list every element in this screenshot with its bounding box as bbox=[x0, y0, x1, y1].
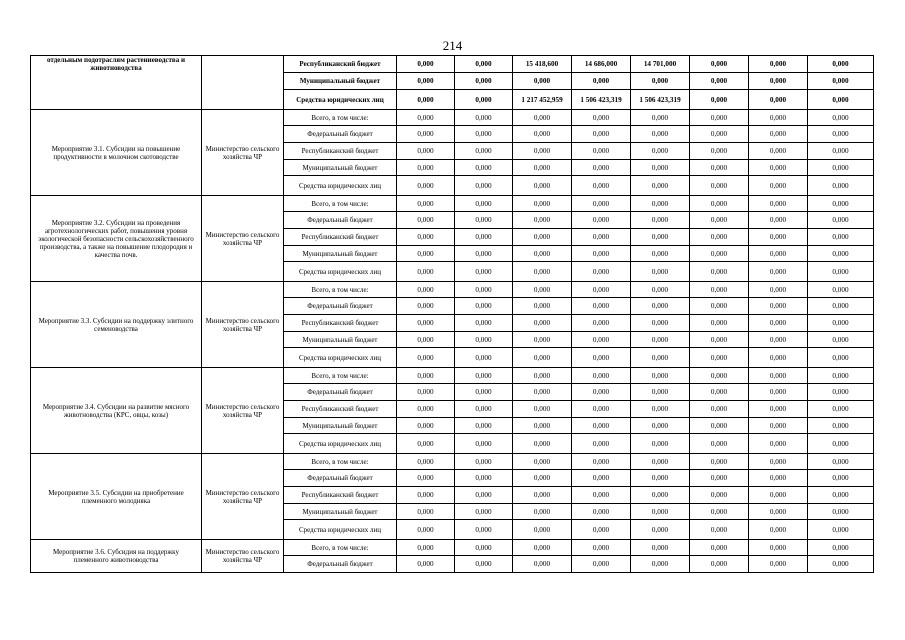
amount-cell: 0,000 bbox=[455, 470, 513, 487]
amount-cell: 0,000 bbox=[397, 315, 455, 332]
amount-cell: 0,000 bbox=[513, 540, 572, 556]
amount-cell: 0,000 bbox=[397, 556, 455, 573]
amount-cell: 0,000 bbox=[749, 470, 808, 487]
amount-cell: 0,000 bbox=[749, 348, 808, 368]
amount-cell: 0,000 bbox=[749, 73, 808, 90]
amount-cell: 0,000 bbox=[690, 143, 749, 160]
amount-cell: 0,000 bbox=[690, 401, 749, 418]
amount-cell: 0,000 bbox=[455, 454, 513, 470]
amount-cell: 0,000 bbox=[397, 212, 455, 229]
amount-cell: 0,000 bbox=[513, 160, 572, 176]
amount-cell: 0,000 bbox=[572, 298, 631, 315]
amount-cell: 0,000 bbox=[455, 401, 513, 418]
amount-cell: 0,000 bbox=[808, 454, 874, 470]
amount-cell: 0,000 bbox=[455, 160, 513, 176]
table-row bbox=[31, 110, 874, 126]
funding-source: Муниципальный бюджет bbox=[284, 332, 397, 348]
amount-cell: 0,000 bbox=[749, 262, 808, 282]
amount-cell: 0,000 bbox=[397, 246, 455, 262]
amount-cell: 0,000 bbox=[397, 348, 455, 368]
amount-cell: 0,000 bbox=[455, 298, 513, 315]
amount-cell: 0,000 bbox=[397, 540, 455, 556]
amount-cell: 1 217 452,959 bbox=[513, 90, 572, 110]
amount-cell: 0,000 bbox=[749, 418, 808, 434]
measure-description: Мероприятие 3.4. Субсидии на развитие мясного животноводства (КРС, овцы, козы) bbox=[31, 368, 202, 454]
amount-cell: 0,000 bbox=[808, 90, 874, 110]
amount-cell: 0,000 bbox=[808, 229, 874, 246]
amount-cell: 0,000 bbox=[808, 470, 874, 487]
amount-cell: 0,000 bbox=[749, 487, 808, 504]
funding-source: Федеральный бюджет bbox=[284, 212, 397, 229]
amount-cell: 0,000 bbox=[397, 90, 455, 110]
amount-cell: 0,000 bbox=[631, 418, 690, 434]
funding-source: Республиканский бюджет bbox=[284, 315, 397, 332]
measure-description: отдельным подотраслям растениеводства и животноводства bbox=[31, 56, 202, 110]
funding-source: Муниципальный бюджет bbox=[284, 73, 397, 90]
amount-cell: 0,000 bbox=[808, 401, 874, 418]
amount-cell: 0,000 bbox=[808, 160, 874, 176]
amount-cell: 0,000 bbox=[690, 298, 749, 315]
measure-description: Мероприятие 3.5. Субсидии на приобретение племенного молодняка bbox=[31, 454, 202, 540]
amount-cell: 0,000 bbox=[513, 401, 572, 418]
amount-cell: 0,000 bbox=[455, 434, 513, 454]
amount-cell: 0,000 bbox=[513, 556, 572, 573]
table-row bbox=[31, 56, 874, 73]
amount-cell: 0,000 bbox=[749, 56, 808, 73]
amount-cell: 0,000 bbox=[749, 212, 808, 229]
amount-cell: 0,000 bbox=[631, 454, 690, 470]
funding-source: Республиканский бюджет bbox=[284, 487, 397, 504]
amount-cell: 0,000 bbox=[690, 434, 749, 454]
amount-cell: 0,000 bbox=[631, 298, 690, 315]
measure-executor: Министерство сельского хозяйства ЧР bbox=[202, 196, 284, 282]
amount-cell: 0,000 bbox=[690, 176, 749, 196]
amount-cell: 0,000 bbox=[631, 348, 690, 368]
amount-cell: 0,000 bbox=[397, 434, 455, 454]
funding-source: Муниципальный бюджет bbox=[284, 160, 397, 176]
amount-cell: 0,000 bbox=[808, 282, 874, 298]
amount-cell: 0,000 bbox=[749, 368, 808, 384]
amount-cell: 0,000 bbox=[513, 315, 572, 332]
amount-cell: 0,000 bbox=[631, 556, 690, 573]
amount-cell: 0,000 bbox=[749, 540, 808, 556]
amount-cell: 0,000 bbox=[631, 176, 690, 196]
amount-cell: 0,000 bbox=[513, 229, 572, 246]
amount-cell: 0,000 bbox=[808, 520, 874, 540]
amount-cell: 0,000 bbox=[690, 90, 749, 110]
amount-cell: 0,000 bbox=[572, 196, 631, 212]
amount-cell: 0,000 bbox=[749, 196, 808, 212]
amount-cell: 0,000 bbox=[397, 454, 455, 470]
funding-source: Республиканский бюджет bbox=[284, 401, 397, 418]
amount-cell: 0,000 bbox=[808, 348, 874, 368]
amount-cell: 0,000 bbox=[690, 110, 749, 126]
amount-cell: 0,000 bbox=[749, 401, 808, 418]
amount-cell: 0,000 bbox=[808, 384, 874, 401]
amount-cell: 0,000 bbox=[749, 126, 808, 143]
amount-cell: 0,000 bbox=[808, 418, 874, 434]
amount-cell: 0,000 bbox=[749, 315, 808, 332]
measure-executor: Министерство сельского хозяйства ЧР bbox=[202, 454, 284, 540]
amount-cell: 0,000 bbox=[808, 143, 874, 160]
amount-cell: 15 418,600 bbox=[513, 56, 572, 73]
table-row bbox=[31, 368, 874, 384]
amount-cell: 0,000 bbox=[808, 540, 874, 556]
amount-cell: 0,000 bbox=[455, 504, 513, 520]
amount-cell: 0,000 bbox=[572, 504, 631, 520]
amount-cell: 0,000 bbox=[397, 56, 455, 73]
amount-cell: 0,000 bbox=[631, 384, 690, 401]
amount-cell: 0,000 bbox=[572, 520, 631, 540]
amount-cell: 0,000 bbox=[631, 368, 690, 384]
amount-cell: 0,000 bbox=[631, 487, 690, 504]
amount-cell: 0,000 bbox=[690, 556, 749, 573]
budget-table bbox=[30, 55, 874, 573]
amount-cell: 0,000 bbox=[631, 540, 690, 556]
amount-cell: 0,000 bbox=[513, 126, 572, 143]
amount-cell: 0,000 bbox=[455, 368, 513, 384]
amount-cell: 0,000 bbox=[749, 298, 808, 315]
amount-cell: 0,000 bbox=[749, 229, 808, 246]
measure-executor: Министерство сельского хозяйства ЧР bbox=[202, 282, 284, 368]
amount-cell: 1 506 423,319 bbox=[572, 90, 631, 110]
amount-cell: 0,000 bbox=[572, 229, 631, 246]
amount-cell: 0,000 bbox=[690, 56, 749, 73]
amount-cell: 0,000 bbox=[572, 401, 631, 418]
funding-source: Республиканский бюджет bbox=[284, 229, 397, 246]
amount-cell: 0,000 bbox=[631, 401, 690, 418]
amount-cell: 0,000 bbox=[455, 56, 513, 73]
amount-cell: 0,000 bbox=[455, 73, 513, 90]
funding-source: Средства юридических лиц bbox=[284, 348, 397, 368]
amount-cell: 0,000 bbox=[690, 487, 749, 504]
funding-source: Средства юридических лиц bbox=[284, 434, 397, 454]
amount-cell: 0,000 bbox=[513, 298, 572, 315]
amount-cell: 0,000 bbox=[749, 384, 808, 401]
amount-cell: 0,000 bbox=[455, 90, 513, 110]
amount-cell: 0,000 bbox=[749, 556, 808, 573]
amount-cell: 0,000 bbox=[572, 540, 631, 556]
amount-cell: 0,000 bbox=[631, 504, 690, 520]
amount-cell: 0,000 bbox=[690, 126, 749, 143]
amount-cell: 0,000 bbox=[572, 368, 631, 384]
amount-cell: 0,000 bbox=[397, 504, 455, 520]
measure-description: Мероприятие 3.1. Субсидии на повышение продуктивности в молочном скотоводстве bbox=[31, 110, 202, 196]
amount-cell: 0,000 bbox=[631, 282, 690, 298]
amount-cell: 0,000 bbox=[572, 143, 631, 160]
amount-cell: 0,000 bbox=[572, 73, 631, 90]
amount-cell: 0,000 bbox=[455, 384, 513, 401]
amount-cell: 0,000 bbox=[690, 470, 749, 487]
amount-cell: 0,000 bbox=[690, 418, 749, 434]
amount-cell: 0,000 bbox=[572, 556, 631, 573]
funding-source: Муниципальный бюджет bbox=[284, 246, 397, 262]
amount-cell: 0,000 bbox=[572, 434, 631, 454]
amount-cell: 0,000 bbox=[631, 332, 690, 348]
amount-cell: 0,000 bbox=[749, 246, 808, 262]
amount-cell: 0,000 bbox=[513, 212, 572, 229]
amount-cell: 0,000 bbox=[749, 110, 808, 126]
amount-cell: 0,000 bbox=[749, 282, 808, 298]
amount-cell: 0,000 bbox=[572, 418, 631, 434]
amount-cell: 0,000 bbox=[749, 160, 808, 176]
amount-cell: 0,000 bbox=[397, 73, 455, 90]
amount-cell: 0,000 bbox=[455, 229, 513, 246]
amount-cell: 0,000 bbox=[397, 262, 455, 282]
amount-cell: 0,000 bbox=[631, 470, 690, 487]
amount-cell: 0,000 bbox=[808, 556, 874, 573]
amount-cell: 0,000 bbox=[631, 110, 690, 126]
amount-cell: 0,000 bbox=[397, 110, 455, 126]
amount-cell: 0,000 bbox=[749, 434, 808, 454]
measure-description: Мероприятие 3.3. Субсидии на поддержку элитного семеноводства bbox=[31, 282, 202, 368]
funding-source: Муниципальный бюджет bbox=[284, 418, 397, 434]
amount-cell: 0,000 bbox=[513, 176, 572, 196]
amount-cell: 0,000 bbox=[631, 434, 690, 454]
amount-cell: 14 686,000 bbox=[572, 56, 631, 73]
amount-cell: 0,000 bbox=[455, 143, 513, 160]
amount-cell: 0,000 bbox=[631, 73, 690, 90]
amount-cell: 0,000 bbox=[808, 110, 874, 126]
funding-source: Муниципальный бюджет bbox=[284, 504, 397, 520]
funding-source: Средства юридических лиц bbox=[284, 176, 397, 196]
amount-cell: 0,000 bbox=[513, 384, 572, 401]
measure-executor bbox=[202, 56, 284, 110]
amount-cell: 0,000 bbox=[513, 332, 572, 348]
funding-source: Всего, в том числе: bbox=[284, 282, 397, 298]
amount-cell: 0,000 bbox=[690, 332, 749, 348]
amount-cell: 0,000 bbox=[455, 246, 513, 262]
amount-cell: 0,000 bbox=[513, 520, 572, 540]
amount-cell: 0,000 bbox=[631, 212, 690, 229]
amount-cell: 0,000 bbox=[513, 470, 572, 487]
amount-cell: 0,000 bbox=[397, 332, 455, 348]
amount-cell: 0,000 bbox=[690, 540, 749, 556]
amount-cell: 0,000 bbox=[690, 520, 749, 540]
amount-cell: 0,000 bbox=[749, 176, 808, 196]
amount-cell: 0,000 bbox=[808, 298, 874, 315]
amount-cell: 0,000 bbox=[808, 262, 874, 282]
amount-cell: 0,000 bbox=[690, 212, 749, 229]
funding-source: Федеральный бюджет bbox=[284, 126, 397, 143]
amount-cell: 0,000 bbox=[631, 315, 690, 332]
amount-cell: 0,000 bbox=[513, 73, 572, 90]
amount-cell: 0,000 bbox=[513, 262, 572, 282]
amount-cell: 0,000 bbox=[690, 384, 749, 401]
amount-cell: 0,000 bbox=[513, 143, 572, 160]
amount-cell: 0,000 bbox=[572, 176, 631, 196]
amount-cell: 0,000 bbox=[455, 176, 513, 196]
amount-cell: 0,000 bbox=[808, 246, 874, 262]
amount-cell: 0,000 bbox=[572, 262, 631, 282]
amount-cell: 0,000 bbox=[572, 454, 631, 470]
table-body bbox=[31, 56, 874, 573]
funding-source: Федеральный бюджет bbox=[284, 384, 397, 401]
amount-cell: 0,000 bbox=[397, 298, 455, 315]
amount-cell: 0,000 bbox=[690, 246, 749, 262]
amount-cell: 1 506 423,319 bbox=[631, 90, 690, 110]
amount-cell: 0,000 bbox=[631, 520, 690, 540]
amount-cell: 0,000 bbox=[749, 143, 808, 160]
amount-cell: 0,000 bbox=[397, 401, 455, 418]
funding-source: Всего, в том числе: bbox=[284, 540, 397, 556]
amount-cell: 0,000 bbox=[397, 384, 455, 401]
amount-cell: 0,000 bbox=[513, 504, 572, 520]
amount-cell: 0,000 bbox=[513, 368, 572, 384]
measure-executor: Министерство сельского хозяйства ЧР bbox=[202, 540, 284, 573]
funding-source: Всего, в том числе: bbox=[284, 110, 397, 126]
amount-cell: 0,000 bbox=[690, 229, 749, 246]
amount-cell: 0,000 bbox=[572, 212, 631, 229]
amount-cell: 0,000 bbox=[572, 126, 631, 143]
amount-cell: 0,000 bbox=[690, 368, 749, 384]
amount-cell: 0,000 bbox=[513, 348, 572, 368]
amount-cell: 0,000 bbox=[572, 348, 631, 368]
amount-cell: 0,000 bbox=[513, 282, 572, 298]
amount-cell: 0,000 bbox=[749, 504, 808, 520]
amount-cell: 0,000 bbox=[749, 454, 808, 470]
amount-cell: 0,000 bbox=[572, 246, 631, 262]
amount-cell: 0,000 bbox=[690, 454, 749, 470]
amount-cell: 0,000 bbox=[397, 176, 455, 196]
amount-cell: 0,000 bbox=[631, 196, 690, 212]
amount-cell: 0,000 bbox=[455, 212, 513, 229]
amount-cell: 0,000 bbox=[397, 160, 455, 176]
amount-cell: 0,000 bbox=[631, 262, 690, 282]
amount-cell: 0,000 bbox=[690, 73, 749, 90]
amount-cell: 0,000 bbox=[397, 487, 455, 504]
amount-cell: 0,000 bbox=[808, 176, 874, 196]
amount-cell: 0,000 bbox=[397, 470, 455, 487]
table-row bbox=[31, 454, 874, 470]
amount-cell: 0,000 bbox=[808, 196, 874, 212]
amount-cell: 0,000 bbox=[513, 196, 572, 212]
amount-cell: 0,000 bbox=[455, 282, 513, 298]
amount-cell: 0,000 bbox=[572, 315, 631, 332]
amount-cell: 0,000 bbox=[572, 470, 631, 487]
page-number: 214 bbox=[442, 38, 463, 53]
funding-source: Средства юридических лиц bbox=[284, 520, 397, 540]
funding-source: Федеральный бюджет bbox=[284, 556, 397, 573]
amount-cell: 0,000 bbox=[397, 126, 455, 143]
amount-cell: 0,000 bbox=[397, 520, 455, 540]
amount-cell: 0,000 bbox=[455, 556, 513, 573]
amount-cell: 0,000 bbox=[513, 110, 572, 126]
funding-source: Всего, в том числе: bbox=[284, 368, 397, 384]
table-row bbox=[31, 282, 874, 298]
amount-cell: 0,000 bbox=[572, 332, 631, 348]
amount-cell: 0,000 bbox=[455, 487, 513, 504]
amount-cell: 0,000 bbox=[572, 160, 631, 176]
amount-cell: 0,000 bbox=[397, 418, 455, 434]
amount-cell: 0,000 bbox=[631, 246, 690, 262]
amount-cell: 0,000 bbox=[808, 487, 874, 504]
amount-cell: 0,000 bbox=[808, 434, 874, 454]
amount-cell: 0,000 bbox=[455, 520, 513, 540]
measure-executor: Министерство сельского хозяйства ЧР bbox=[202, 368, 284, 454]
amount-cell: 0,000 bbox=[808, 73, 874, 90]
amount-cell: 0,000 bbox=[513, 246, 572, 262]
amount-cell: 0,000 bbox=[572, 282, 631, 298]
amount-cell: 0,000 bbox=[690, 196, 749, 212]
amount-cell: 0,000 bbox=[808, 504, 874, 520]
measure-description: Мероприятие 3.2. Субсидии на проведения агротехнологических работ, повышения уровня экологической безопасности сельскохозяйственного производства, а также на повышение плодородия и качества почв. bbox=[31, 196, 202, 282]
funding-source: Всего, в том числе: bbox=[284, 454, 397, 470]
amount-cell: 0,000 bbox=[690, 348, 749, 368]
amount-cell: 0,000 bbox=[690, 160, 749, 176]
table-row bbox=[31, 196, 874, 212]
amount-cell: 0,000 bbox=[808, 212, 874, 229]
amount-cell: 0,000 bbox=[455, 196, 513, 212]
measure-description: Мероприятие 3.6. Субсидия на поддержку племенного животноводства bbox=[31, 540, 202, 573]
amount-cell: 0,000 bbox=[513, 434, 572, 454]
funding-source: Всего, в том числе: bbox=[284, 196, 397, 212]
amount-cell: 0,000 bbox=[513, 454, 572, 470]
amount-cell: 0,000 bbox=[397, 282, 455, 298]
measure-executor: Министерство сельского хозяйства ЧР bbox=[202, 110, 284, 196]
amount-cell: 0,000 bbox=[455, 110, 513, 126]
amount-cell: 0,000 bbox=[513, 487, 572, 504]
funding-source: Республиканский бюджет bbox=[284, 143, 397, 160]
amount-cell: 0,000 bbox=[455, 418, 513, 434]
amount-cell: 0,000 bbox=[808, 56, 874, 73]
amount-cell: 0,000 bbox=[455, 540, 513, 556]
amount-cell: 0,000 bbox=[572, 487, 631, 504]
amount-cell: 0,000 bbox=[513, 418, 572, 434]
amount-cell: 0,000 bbox=[572, 384, 631, 401]
amount-cell: 0,000 bbox=[572, 110, 631, 126]
amount-cell: 0,000 bbox=[397, 196, 455, 212]
amount-cell: 0,000 bbox=[749, 332, 808, 348]
amount-cell: 0,000 bbox=[455, 332, 513, 348]
amount-cell: 0,000 bbox=[690, 282, 749, 298]
amount-cell: 0,000 bbox=[808, 126, 874, 143]
amount-cell: 0,000 bbox=[631, 229, 690, 246]
amount-cell: 0,000 bbox=[690, 504, 749, 520]
amount-cell: 14 701,000 bbox=[631, 56, 690, 73]
amount-cell: 0,000 bbox=[397, 143, 455, 160]
amount-cell: 0,000 bbox=[397, 229, 455, 246]
amount-cell: 0,000 bbox=[455, 126, 513, 143]
amount-cell: 0,000 bbox=[631, 160, 690, 176]
amount-cell: 0,000 bbox=[808, 315, 874, 332]
funding-source: Средства юридических лиц bbox=[284, 90, 397, 110]
amount-cell: 0,000 bbox=[631, 143, 690, 160]
amount-cell: 0,000 bbox=[455, 348, 513, 368]
amount-cell: 0,000 bbox=[808, 368, 874, 384]
amount-cell: 0,000 bbox=[690, 262, 749, 282]
amount-cell: 0,000 bbox=[808, 332, 874, 348]
amount-cell: 0,000 bbox=[749, 90, 808, 110]
funding-source: Республиканский бюджет bbox=[284, 56, 397, 73]
amount-cell: 0,000 bbox=[749, 520, 808, 540]
amount-cell: 0,000 bbox=[455, 262, 513, 282]
funding-source: Средства юридических лиц bbox=[284, 262, 397, 282]
amount-cell: 0,000 bbox=[631, 126, 690, 143]
amount-cell: 0,000 bbox=[397, 368, 455, 384]
amount-cell: 0,000 bbox=[690, 315, 749, 332]
funding-source: Федеральный бюджет bbox=[284, 298, 397, 315]
table-row bbox=[31, 540, 874, 556]
funding-source: Федеральный бюджет bbox=[284, 470, 397, 487]
amount-cell: 0,000 bbox=[455, 315, 513, 332]
